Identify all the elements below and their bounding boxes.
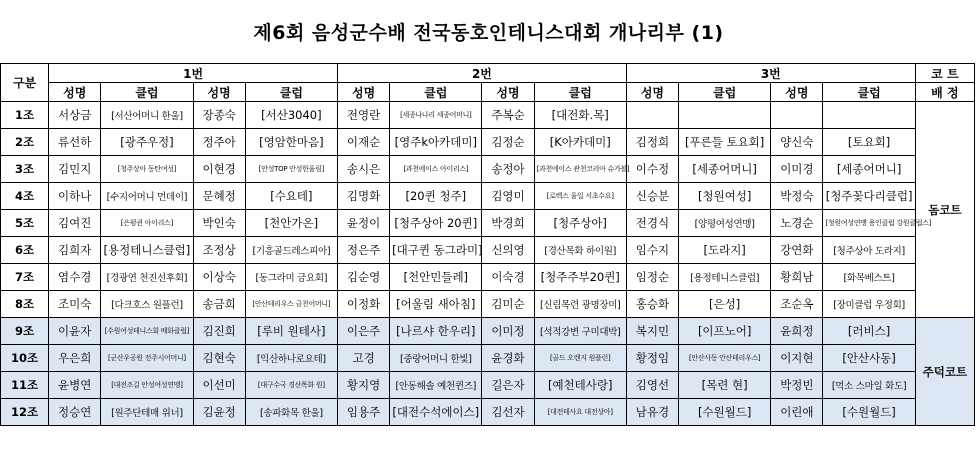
player-club: [세종나나리 세종어머니] (390, 102, 482, 129)
player-club: [대전화.목] (534, 102, 626, 129)
player-name: 노경순 (771, 210, 823, 237)
player-name: 윤경화 (482, 345, 534, 372)
player-club: [천안민들레] (390, 264, 482, 291)
player-club: [청원여성] (679, 183, 771, 210)
player-name: 정은주 (338, 237, 390, 264)
player-club: [청주상아 20퀸] (390, 210, 482, 237)
player-club: [은평퀸 아이리스] (101, 210, 193, 237)
player-name: 박정숙 (771, 183, 823, 210)
player-club: [대전수석에이스] (390, 399, 482, 426)
player-name: 염수경 (49, 264, 101, 291)
player-name: 황희남 (771, 264, 823, 291)
player-club: [안산사동] (823, 345, 915, 372)
player-club: [세종어머니] (679, 156, 771, 183)
player-club: [청주주부20퀸] (534, 264, 626, 291)
player-club (679, 102, 771, 129)
player-name: 김미순 (482, 291, 534, 318)
group-label: 3조 (1, 156, 49, 183)
player-name: 김진희 (193, 318, 245, 345)
player-club: [루비 원테사] (245, 318, 337, 345)
player-name: 조미숙 (49, 291, 101, 318)
player-club: [용정테니스클럽] (101, 237, 193, 264)
player-name: 문혜정 (193, 183, 245, 210)
header-row-columns (1, 83, 975, 102)
player-club: [서산3040] (245, 102, 337, 129)
table-row (1, 291, 975, 318)
player-club: [서산어머니 한울] (101, 102, 193, 129)
player-name: 임용주 (338, 399, 390, 426)
player-name: 김여진 (49, 210, 101, 237)
page-title: 제6회 음성군수배 전국동호인테니스대회 개나리부 (1) (253, 22, 724, 44)
player-name: 강연화 (771, 237, 823, 264)
player-club: [군산우공원 전주시어머니] (101, 345, 193, 372)
group-label: 5조 (1, 210, 49, 237)
table-row (1, 156, 975, 183)
player-name: 김선자 (482, 399, 534, 426)
player-name: 이지현 (771, 345, 823, 372)
player-club: [양평여성연맹] (679, 210, 771, 237)
group-label: 9조 (1, 318, 49, 345)
table-row (1, 237, 975, 264)
player-club: [원주단테매 위너] (101, 399, 193, 426)
section-1-header: 1번 (49, 64, 338, 83)
player-club: [영암한마음] (245, 129, 337, 156)
group-label: 7조 (1, 264, 49, 291)
club-header: 클럽 (245, 83, 337, 102)
player-name: 이린애 (771, 399, 823, 426)
player-name: 우은희 (49, 345, 101, 372)
player-name (626, 102, 678, 129)
player-name: 김윤정 (193, 399, 245, 426)
player-club: [용정테니스클럽] (679, 264, 771, 291)
group-label: 8조 (1, 291, 49, 318)
player-name: 남유경 (626, 399, 678, 426)
player-name: 송금희 (193, 291, 245, 318)
player-club: [청주상아] (534, 210, 626, 237)
player-club: [토요회] (823, 129, 915, 156)
player-name: 이재순 (338, 129, 390, 156)
group-label: 12조 (1, 399, 49, 426)
player-name: 신의영 (482, 237, 534, 264)
club-header: 클럽 (101, 83, 193, 102)
player-club: [석적강변 구미대박] (534, 318, 626, 345)
player-club: [광주우정] (101, 129, 193, 156)
player-club: [안동해솔 예천퀸즈] (390, 372, 482, 399)
player-club: [K아카데미] (534, 129, 626, 156)
player-name: 이수정 (626, 156, 678, 183)
player-name: 박경희 (482, 210, 534, 237)
player-name: 김정순 (482, 129, 534, 156)
group-label: 11조 (1, 372, 49, 399)
player-name: 김민지 (49, 156, 101, 183)
player-name: 박정빈 (771, 372, 823, 399)
player-name: 전영란 (338, 102, 390, 129)
player-name: 윤희정 (771, 318, 823, 345)
player-name: 길은자 (482, 372, 534, 399)
player-name: 김정희 (626, 129, 678, 156)
player-name: 황지영 (338, 372, 390, 399)
player-name: 이미정 (482, 318, 534, 345)
table-row (1, 129, 975, 156)
player-name: 전경식 (626, 210, 678, 237)
player-club: [도라지] (679, 237, 771, 264)
player-club: [어울림 새아침] (390, 291, 482, 318)
name-header: 성명 (626, 83, 678, 102)
player-club: [중랑어머니 한빛] (390, 345, 482, 372)
player-name (771, 102, 823, 129)
player-club: [나르샤 한우리] (390, 318, 482, 345)
table-row (1, 264, 975, 291)
player-name: 김명화 (338, 183, 390, 210)
group-header: 구분 (1, 64, 49, 102)
player-name: 김현숙 (193, 345, 245, 372)
player-club: [익산하나로요테] (245, 345, 337, 372)
group-label: 2조 (1, 129, 49, 156)
player-club: [수원월드] (823, 399, 915, 426)
club-header: 클럽 (823, 83, 915, 102)
court-header-top: 코 트 (915, 64, 974, 83)
table-row (1, 399, 975, 426)
player-club: [수원월드] (679, 399, 771, 426)
group-label: 4조 (1, 183, 49, 210)
group-label: 1조 (1, 102, 49, 129)
player-club: [송파화목 한울] (245, 399, 337, 426)
player-club: [목련 현] (679, 372, 771, 399)
name-header: 성명 (193, 83, 245, 102)
player-name: 김영선 (626, 372, 678, 399)
player-club: [안성TOP 안성한울림] (245, 156, 337, 183)
name-header: 성명 (49, 83, 101, 102)
player-name: 이은주 (338, 318, 390, 345)
player-club: [청주꽃다리클럽] (823, 183, 915, 210)
player-club: [안산테리우스 금천어머니] (245, 291, 337, 318)
club-header: 클럽 (534, 83, 626, 102)
player-name: 복지민 (626, 318, 678, 345)
table-row (1, 210, 975, 237)
player-club: [기흥골드레스피아] (245, 237, 337, 264)
court-assignment-dome: 돔코트 (915, 102, 974, 318)
player-club: [신림목련 광명장미] (534, 291, 626, 318)
name-header: 성명 (338, 83, 390, 102)
name-header: 성명 (482, 83, 534, 102)
section-2-header: 2번 (338, 64, 627, 83)
player-name: 정주아 (193, 129, 245, 156)
player-name: 김순영 (338, 264, 390, 291)
player-club: [청주상아 동탄여성] (101, 156, 193, 183)
player-club: [영주k아카데미] (390, 129, 482, 156)
player-club: [안산사동 안산테리우스] (679, 345, 771, 372)
player-club: [세종어머니] (823, 156, 915, 183)
player-club: [수원여성테니스회 배화클럽] (101, 318, 193, 345)
player-name: 조정상 (193, 237, 245, 264)
player-name: 황정임 (626, 345, 678, 372)
player-club: [골드 오렌지 원플런] (534, 345, 626, 372)
table-row (1, 372, 975, 399)
player-club: [로렉스 울일 서초수요] (534, 183, 626, 210)
player-name: 정승연 (49, 399, 101, 426)
player-name: 김희자 (49, 237, 101, 264)
player-name: 이숙경 (482, 264, 534, 291)
player-name: 이상숙 (193, 264, 245, 291)
player-club: [대전조길 안성여성연맹] (101, 372, 193, 399)
court-header-bottom: 배 정 (915, 83, 974, 102)
player-name: 송시은 (338, 156, 390, 183)
player-name: 조순옥 (771, 291, 823, 318)
name-header: 성명 (771, 83, 823, 102)
section-3-header: 3번 (626, 64, 915, 83)
bracket-table (0, 63, 975, 426)
player-club: [20퀸 청주] (390, 183, 482, 210)
player-name: 윤병연 (49, 372, 101, 399)
player-name: 이현경 (193, 156, 245, 183)
player-club: [천안가온] (245, 210, 337, 237)
table-row (1, 183, 975, 210)
player-name: 임정순 (626, 264, 678, 291)
court-assignment-main: 주덕코트 (915, 318, 974, 426)
player-name: 윤정이 (338, 210, 390, 237)
player-name: 서상금 (49, 102, 101, 129)
player-club: [수요테] (245, 183, 337, 210)
player-name: 임수지 (626, 237, 678, 264)
header-row-sections (1, 64, 975, 83)
player-name: 양신숙 (771, 129, 823, 156)
player-club: [대전테사요 대전상아] (534, 399, 626, 426)
player-name: 류선하 (49, 129, 101, 156)
player-club: [대구수국 경산목화 원] (245, 372, 337, 399)
player-name: 송정아 (482, 156, 534, 183)
table-row (1, 102, 975, 129)
player-club: [청원여성연맹 용인클럽 강원클럽스] (823, 210, 915, 237)
player-club: [먹소 스마일 화도] (823, 372, 915, 399)
player-club: [청주상아 도라지] (823, 237, 915, 264)
group-label: 6조 (1, 237, 49, 264)
group-label: 10조 (1, 345, 49, 372)
player-club: [동그라미 금요회] (245, 264, 337, 291)
player-name: 홍승화 (626, 291, 678, 318)
player-club: [경산목화 하이원] (534, 237, 626, 264)
player-name: 박인숙 (193, 210, 245, 237)
player-club: [수지어머니 먼데이] (101, 183, 193, 210)
club-header: 클럽 (390, 83, 482, 102)
player-name: 고경 (338, 345, 390, 372)
player-club: [러비스] (823, 318, 915, 345)
player-name: 주복순 (482, 102, 534, 129)
player-club: [과천에이스 아이리스] (390, 156, 482, 183)
player-club: [대구퀸 동그라미] (390, 237, 482, 264)
player-name: 이하나 (49, 183, 101, 210)
table-row (1, 345, 975, 372)
player-name: 장종숙 (193, 102, 245, 129)
player-club: [다크호스 원플런] (101, 291, 193, 318)
player-club: [은성] (679, 291, 771, 318)
player-club: [화목베스트] (823, 264, 915, 291)
player-club: [장미클럽 우정회] (823, 291, 915, 318)
player-club: [푸른들 토요회] (679, 129, 771, 156)
player-club: [이프노어] (679, 318, 771, 345)
player-club: [과천에이스 관천코리아 슈가볼] (534, 156, 626, 183)
player-name: 김영미 (482, 183, 534, 210)
table-row (1, 318, 975, 345)
player-name: 이윤자 (49, 318, 101, 345)
player-club (823, 102, 915, 129)
player-club: [예천테사랑] (534, 372, 626, 399)
club-header: 클럽 (679, 83, 771, 102)
player-club: [경광연 천진선후회] (101, 264, 193, 291)
player-name: 이미경 (771, 156, 823, 183)
player-name: 이정화 (338, 291, 390, 318)
player-name: 신승분 (626, 183, 678, 210)
player-name: 이선미 (193, 372, 245, 399)
